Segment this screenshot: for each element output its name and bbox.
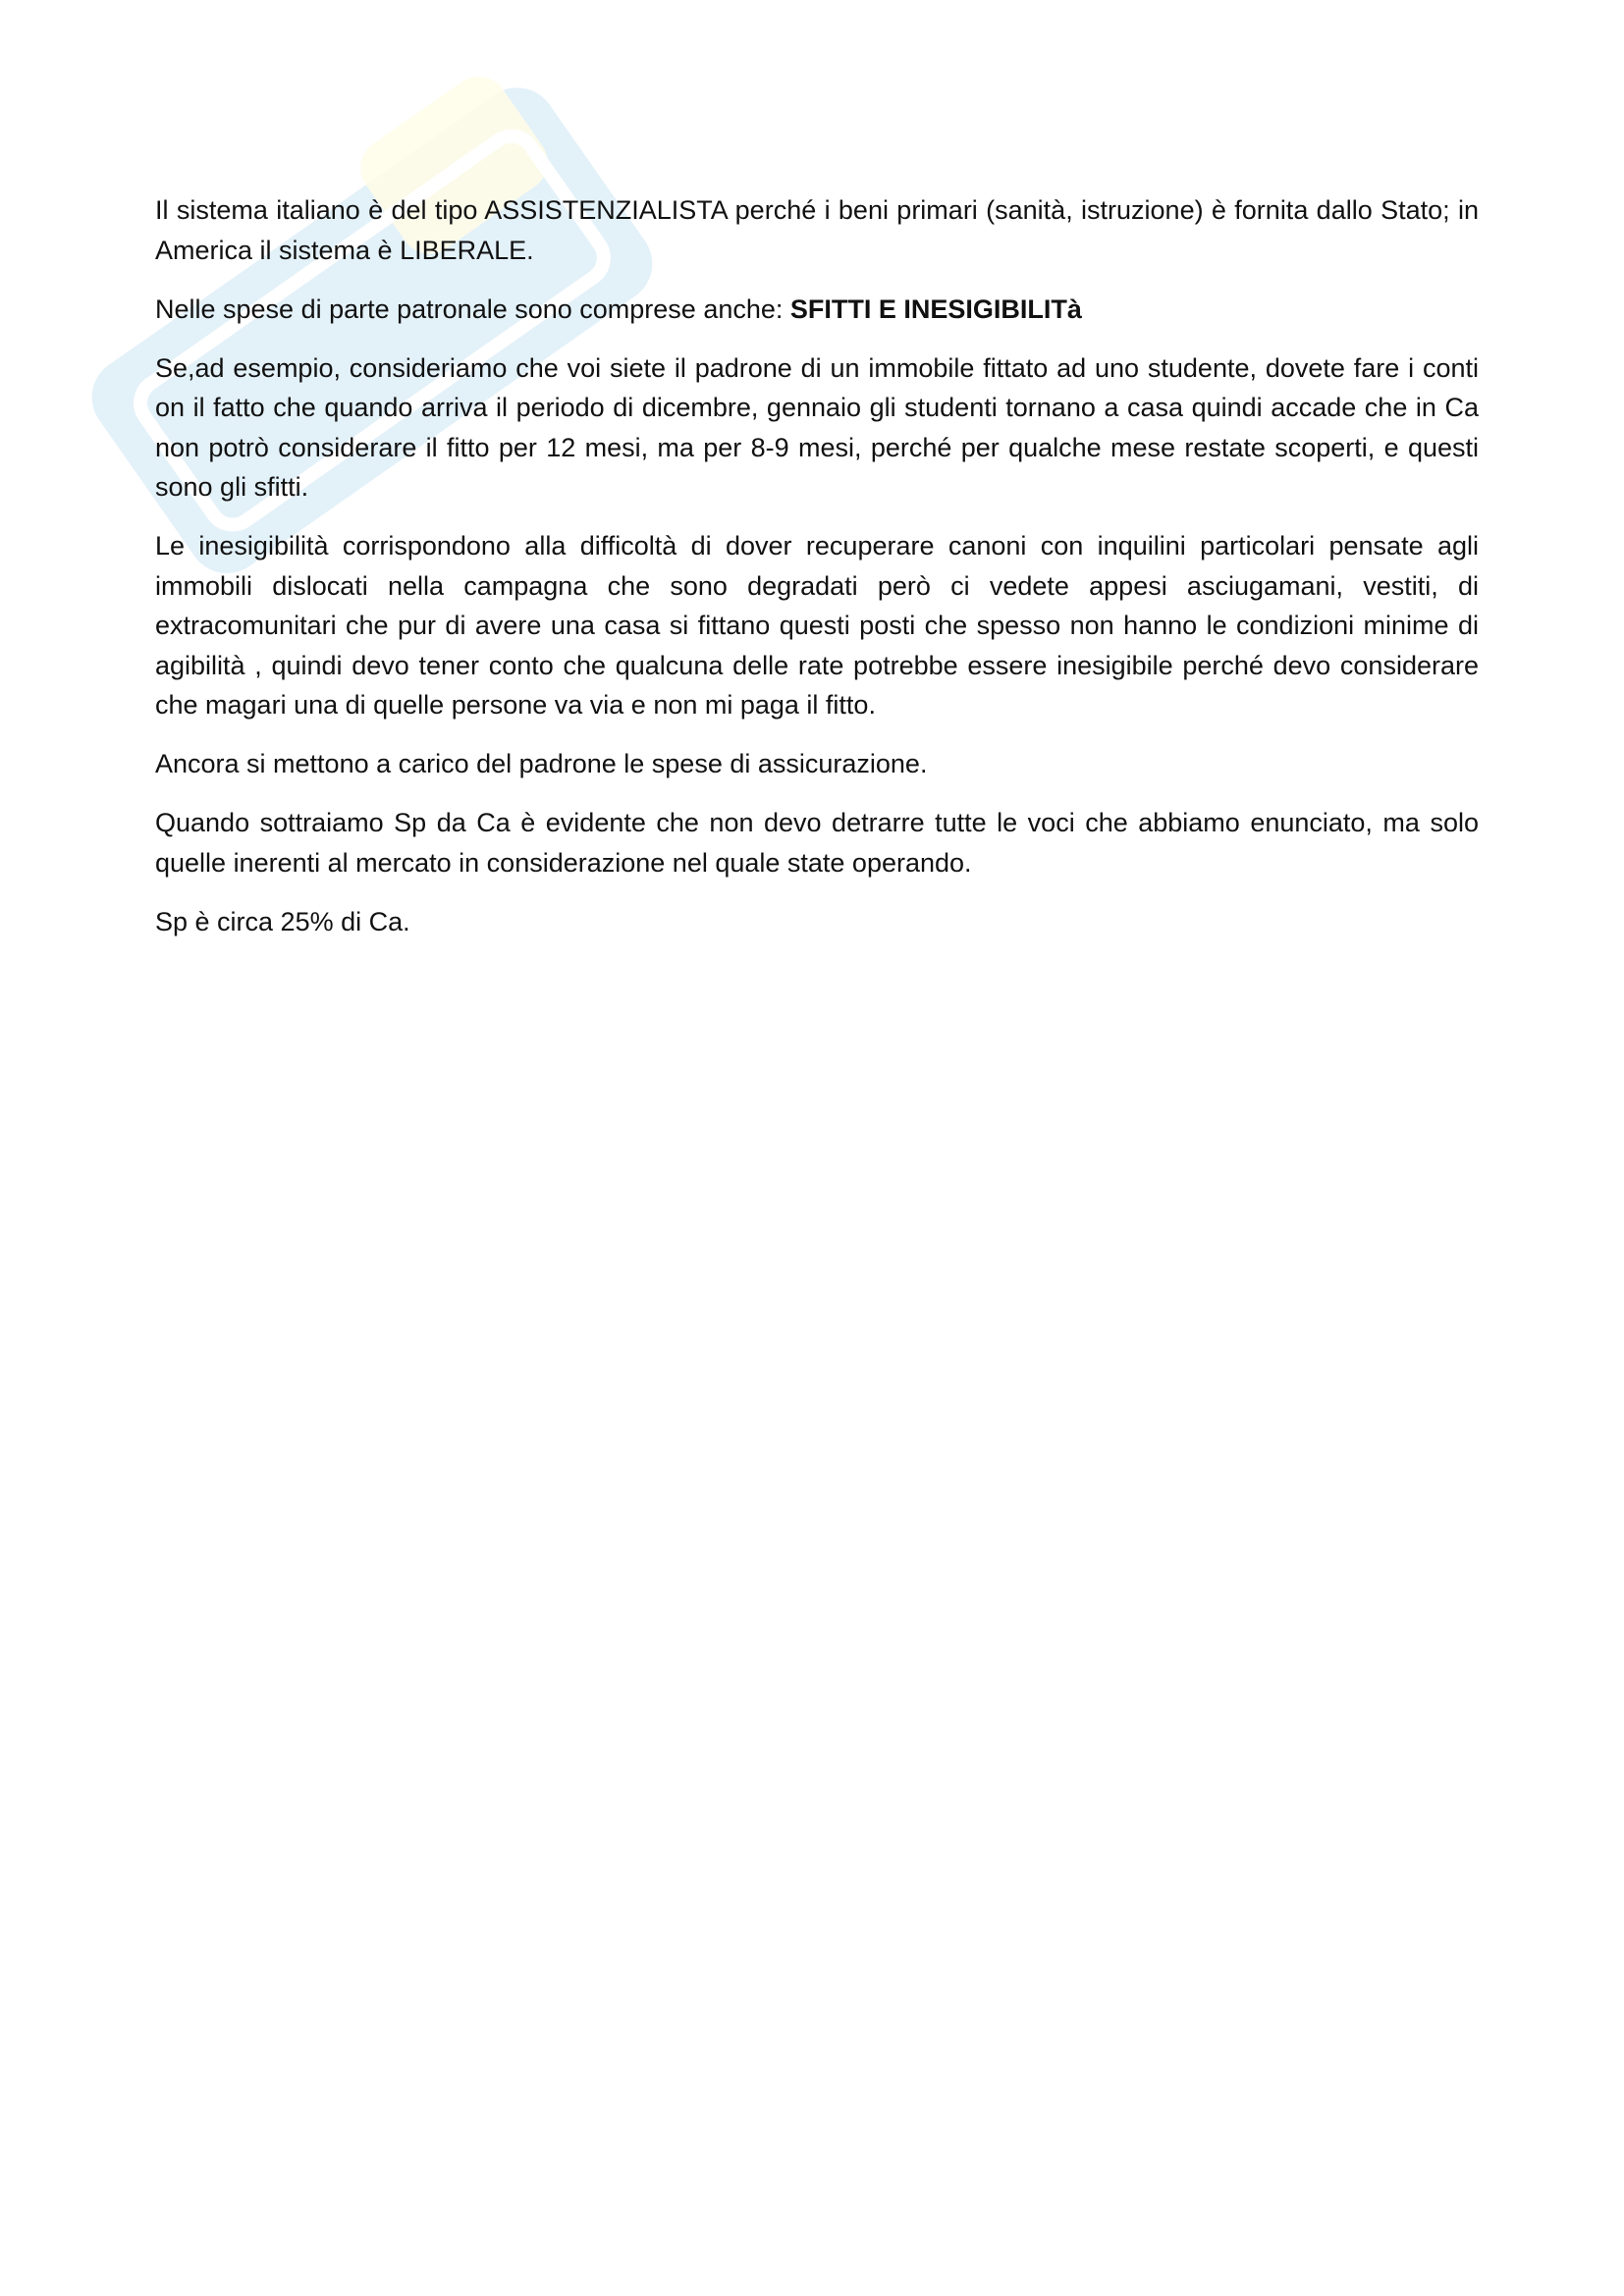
- paragraph-sistema-line-2: in America il sistema è LIBERALE.: [155, 195, 1479, 265]
- paragraph-assicurazione: Ancora si mettono a carico del padrone le spese di assicurazione.: [155, 749, 928, 778]
- document-body: [155, 190, 1479, 961]
- paragraph-spese-patronali-text: Nelle spese di parte patronale sono comprese anche:: [155, 294, 790, 324]
- paragraph-spese-patronali: [155, 290, 1479, 330]
- paragraph-sfitti: Se,ad esempio, consideriamo che voi siete il padrone di un immobile fittato ad uno studente, dovete fare i conti on il fatto che quando arriva il periodo di dicembre, gennaio gli studenti tornano a casa quindi accade che in Ca non potrò considerare il fitto per 12 mesi, ma per 8-9 mesi, perché per qualche mese restate scoperti, e questi sono gli sfitti.: [155, 352, 1479, 502]
- paragraph-sistema-line-1: Il sistema italiano è del tipo ASSISTENZIALISTA perché i beni primari (sanità, istruzione) è fornita dallo Stato;: [155, 195, 1450, 225]
- paragraph-inesigibilita: Le inesigibilità corrispondono alla difficoltà di dover recuperare canoni con inquilini particolari pensate agli immobili dislocati nella campagna che sono degradati però ci vedete appesi asciugamani, vestiti, di extracomunitari che pur di avere una casa si fittano questi posti che spesso non hanno le condizioni minime di agibilità , quindi devo tener conto che qualcuna delle rate potrebbe essere inesigibile perché devo considerare che magari una di quelle persone va via e non mi paga il fitto.: [155, 531, 1479, 720]
- paragraph-percentuale: Sp è circa 25% di Ca.: [155, 906, 410, 936]
- paragraph-sistema: [155, 190, 1479, 270]
- paragraph-spese-patronali-bold: SFITTI E INESIGIBILITà: [789, 294, 1082, 324]
- paragraph-sottrazione: Quando sottraiamo Sp da Ca è evidente che non devo detrarre tutte le voci che abbiamo enunciato, ma solo quelle inerenti al mercato in considerazione nel quale state operando.: [155, 808, 1479, 878]
